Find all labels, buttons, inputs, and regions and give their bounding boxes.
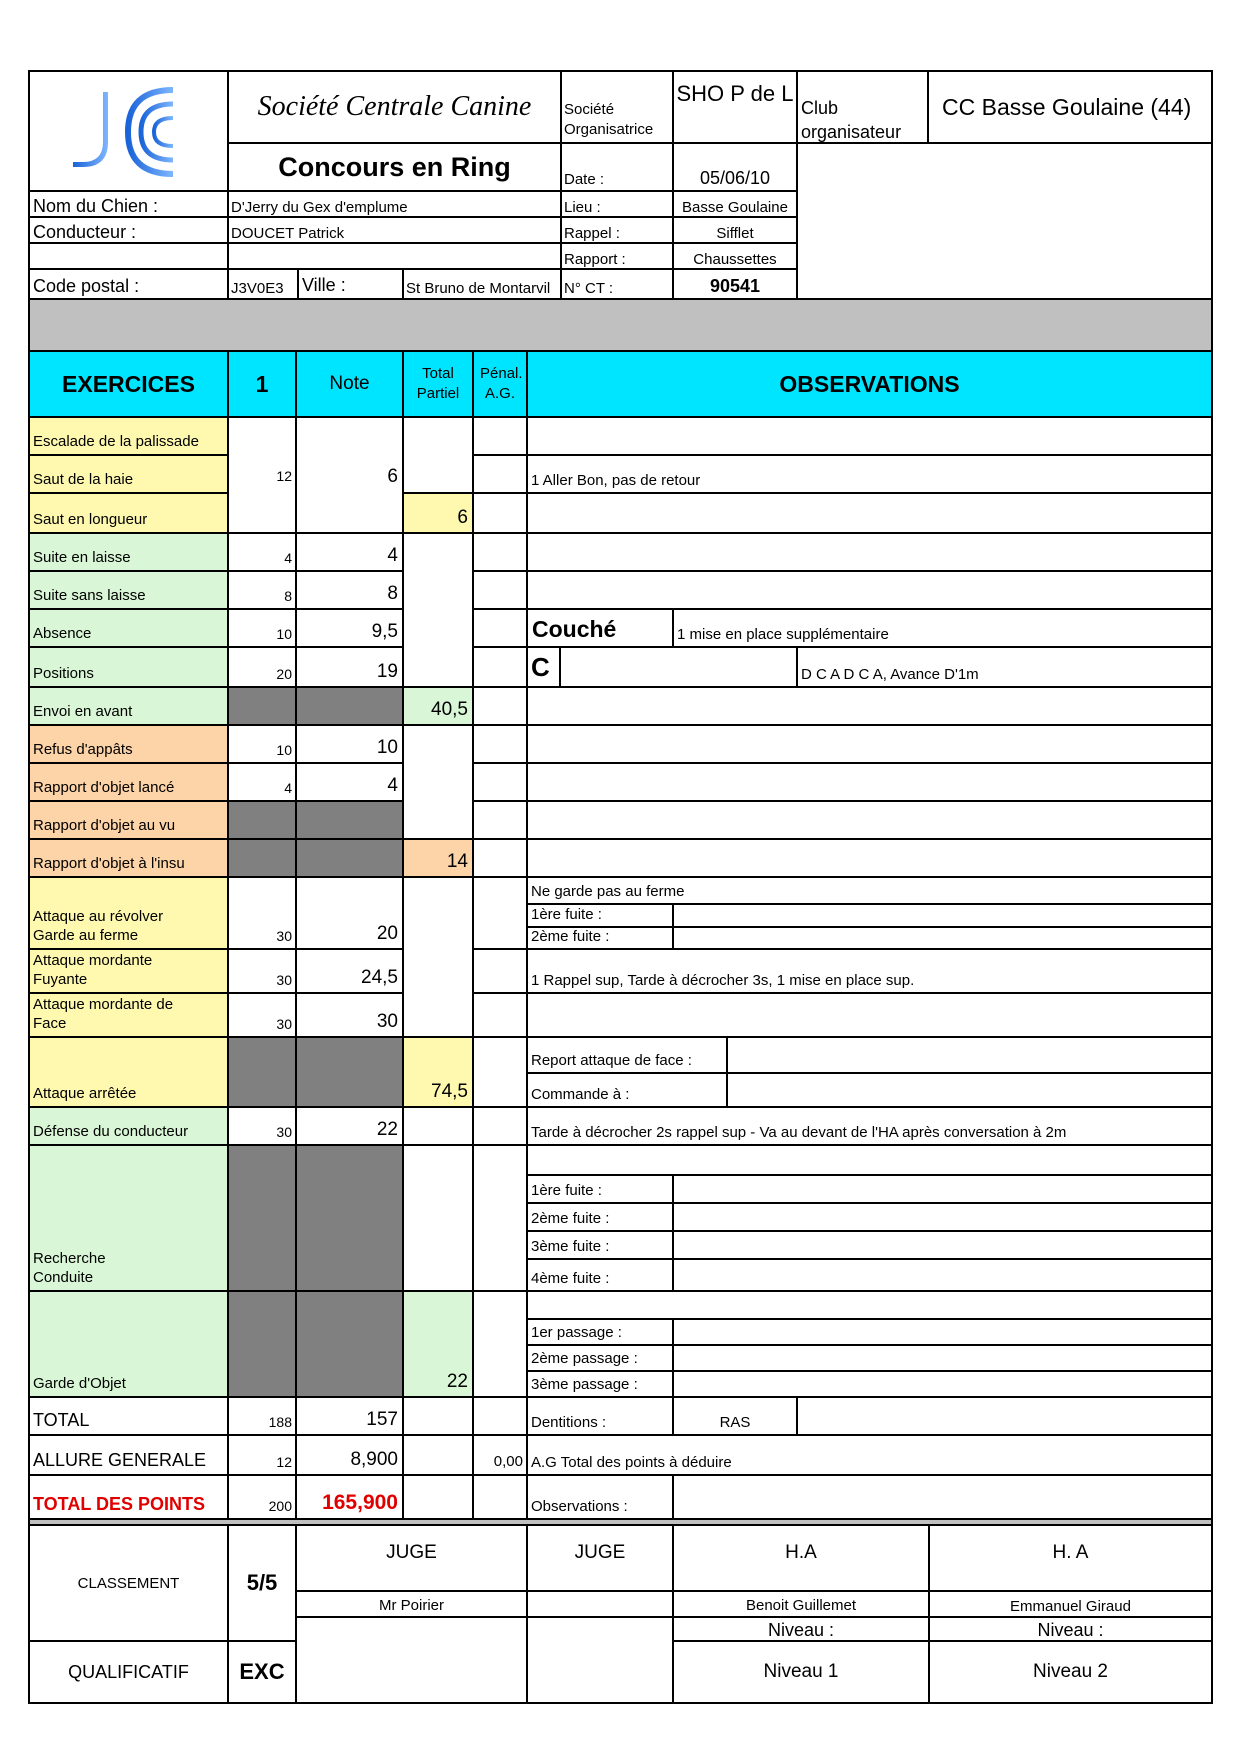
gray-cell xyxy=(295,838,404,878)
note-revolver: 20 xyxy=(295,876,404,950)
separator-band xyxy=(28,298,1213,352)
max-suite-laisse: 4 xyxy=(227,532,297,572)
pen-cell xyxy=(472,800,528,840)
gray-cell xyxy=(227,686,297,726)
points-label: TOTAL DES POINTS xyxy=(28,1474,229,1520)
ex-envoi: Envoi en avant xyxy=(28,686,229,726)
ex-suite-laisse: Suite en laisse xyxy=(28,532,229,572)
max-face: 30 xyxy=(227,992,297,1038)
classement-value: 5/5 xyxy=(227,1524,297,1642)
max-refus: 10 xyxy=(227,724,297,764)
logo-cell xyxy=(28,70,229,192)
obs-cell xyxy=(726,1072,1213,1108)
obs-cell xyxy=(526,1144,1213,1176)
note-sauts: 6 xyxy=(295,416,404,534)
obs-defense: Tarde à décrocher 2s rappel sup - Va au devant de l'HA après conversation à 2m xyxy=(526,1106,1213,1146)
pen-cell xyxy=(472,492,528,534)
pen-cell xyxy=(472,1396,528,1436)
club-value: CC Basse Goulaine (44) xyxy=(927,70,1213,144)
pen-cell xyxy=(472,948,528,994)
qualificatif-label: QUALIFICATIF xyxy=(28,1640,229,1704)
obs-cell xyxy=(526,492,1213,534)
note-suite-sans: 8 xyxy=(295,570,404,610)
obs-garde-ferme: Ne garde pas au ferme xyxy=(526,876,1213,905)
obs-cell xyxy=(672,1174,1213,1204)
gray-cell xyxy=(227,1290,297,1398)
gray-cell xyxy=(227,1036,297,1108)
partial-blank xyxy=(402,1474,474,1520)
pen-cell xyxy=(472,416,528,456)
blank-row xyxy=(28,242,229,270)
points-max: 200 xyxy=(227,1474,297,1520)
partial-blank xyxy=(402,724,474,840)
handler-value: DOUCET Patrick xyxy=(227,216,562,244)
dog-name-label: Nom du Chien : xyxy=(28,190,229,218)
obs-cell xyxy=(796,1396,1213,1436)
place-label: Lieu : xyxy=(560,190,674,218)
note-refus: 10 xyxy=(295,724,404,764)
classement-label: CLASSEMENT xyxy=(28,1524,229,1642)
sauts-total: 6 xyxy=(402,492,474,534)
obedience-total: 40,5 xyxy=(402,686,474,726)
gray-cell xyxy=(227,838,297,878)
ex-escalade: Escalade de la palissade xyxy=(28,416,229,456)
partial-blank xyxy=(402,1144,474,1292)
pen-cell xyxy=(472,532,528,572)
juge2-label: JUGE xyxy=(526,1524,674,1592)
date-value: 05/06/10 xyxy=(672,142,798,192)
col-note: Note xyxy=(295,350,404,418)
pen-cell xyxy=(472,992,528,1038)
pen-cell xyxy=(472,454,528,494)
pen-cell xyxy=(472,762,528,802)
ex-positions: Positions xyxy=(28,646,229,688)
deduct-value: 0,00 xyxy=(472,1434,528,1476)
gray-cell xyxy=(295,686,404,726)
juge1-label: JUGE xyxy=(295,1524,528,1592)
postal-value: J3V0E3 xyxy=(227,268,299,300)
note-suite-laisse: 4 xyxy=(295,532,404,572)
observations-label: Observations : xyxy=(526,1474,674,1520)
recall-label: Rappel : xyxy=(560,216,674,244)
obs-cell xyxy=(672,1370,1213,1398)
obs-fuite1: 1ère fuite : xyxy=(526,1174,674,1204)
gray-cell xyxy=(227,800,297,840)
pen-cell xyxy=(472,876,528,950)
pen-cell xyxy=(472,1474,528,1520)
obs-cell xyxy=(672,926,1213,950)
allure-max: 12 xyxy=(227,1434,297,1476)
total-note: 157 xyxy=(295,1396,404,1436)
obs-revolver-fuite2: 2ème fuite : xyxy=(526,926,674,950)
note-rapport-lance: 4 xyxy=(295,762,404,802)
pen-cell xyxy=(472,570,528,610)
pen-cell xyxy=(472,1144,528,1292)
obs-cell xyxy=(672,1344,1213,1372)
date-label: Date : xyxy=(560,142,674,192)
gray-cell xyxy=(295,1144,404,1292)
obs-fuite4: 4ème fuite : xyxy=(526,1258,674,1292)
header-blank xyxy=(796,142,1213,300)
obs-cell xyxy=(526,992,1213,1038)
obs-cell xyxy=(726,1036,1213,1074)
ha2-level-label: Niveau : xyxy=(928,1616,1213,1642)
pen-cell xyxy=(472,1036,528,1108)
obs-passage1: 1er passage : xyxy=(526,1318,674,1346)
attack-total: 74,5 xyxy=(402,1036,474,1108)
note-fuyante: 24,5 xyxy=(295,948,404,994)
obs-passage3: 3ème passage : xyxy=(526,1370,674,1398)
partial-blank xyxy=(402,416,474,494)
ex-defense: Défense du conducteur xyxy=(28,1106,229,1146)
recall-value: Sifflet xyxy=(672,216,798,244)
retrieve-value: Chaussettes xyxy=(672,242,798,270)
gray-cell xyxy=(295,1036,404,1108)
max-sauts: 12 xyxy=(227,416,297,534)
obs-cell xyxy=(526,838,1213,878)
obs-saut-haie: 1 Aller Bon, pas de retour xyxy=(526,454,1213,494)
max-fuyante: 30 xyxy=(227,948,297,994)
ha1-level-label: Niveau : xyxy=(672,1616,930,1642)
gray-cell xyxy=(295,800,404,840)
points-note: 165,900 xyxy=(295,1474,404,1520)
max-suite-sans: 8 xyxy=(227,570,297,610)
obs-passage2: 2ème passage : xyxy=(526,1344,674,1372)
ex-arretee: Attaque arrêtée xyxy=(28,1036,229,1108)
ex-absence: Absence xyxy=(28,608,229,648)
ex-saut-haie: Saut de la haie xyxy=(28,454,229,494)
ex-face: Attaque mordante de Face xyxy=(28,992,229,1038)
gray-cell xyxy=(295,1290,404,1398)
obs-cell xyxy=(672,903,1213,928)
city-label: Ville : xyxy=(297,268,404,300)
pen-cell xyxy=(472,646,528,688)
pen-cell xyxy=(472,1106,528,1146)
retrieve-label: Rapport : xyxy=(560,242,674,270)
ct-value: 90541 xyxy=(672,268,798,300)
obs-cell xyxy=(672,1318,1213,1346)
gray-cell xyxy=(227,1144,297,1292)
max-revolver: 30 xyxy=(227,876,297,950)
juge1-name: Mr Poirier xyxy=(295,1590,528,1618)
obs-commande: Commande à : xyxy=(526,1072,728,1108)
max-defense: 30 xyxy=(227,1106,297,1146)
pen-cell xyxy=(472,838,528,878)
total-max: 188 xyxy=(227,1396,297,1436)
pen-cell xyxy=(472,608,528,648)
dentitions-value: RAS xyxy=(672,1396,798,1436)
obs-absence: 1 mise en place supplémentaire xyxy=(672,608,1213,648)
event-title: Concours en Ring xyxy=(227,142,562,192)
note-absence: 9,5 xyxy=(295,608,404,648)
ex-rapport-lance: Rapport d'objet lancé xyxy=(28,762,229,802)
note-positions: 19 xyxy=(295,646,404,688)
obs-cell xyxy=(672,1258,1213,1292)
obs-cell xyxy=(672,1230,1213,1260)
col-observations: OBSERVATIONS xyxy=(526,350,1213,418)
ex-garde-objet: Garde d'Objet xyxy=(28,1290,229,1398)
col-penalty: Pénal. A.G. xyxy=(472,350,528,418)
obs-cell xyxy=(526,532,1213,572)
ha2-label: H. A xyxy=(928,1524,1213,1592)
place-value: Basse Goulaine xyxy=(672,190,798,218)
ex-saut-longueur: Saut en longueur xyxy=(28,492,229,534)
org-name: Société Centrale Canine xyxy=(227,70,562,144)
obs-cell xyxy=(526,724,1213,764)
obs-cell xyxy=(526,686,1213,726)
ex-suite-sans: Suite sans laisse xyxy=(28,570,229,610)
partial-blank xyxy=(402,1106,474,1146)
ex-refus: Refus d'appâts xyxy=(28,724,229,764)
total-label: TOTAL xyxy=(28,1396,229,1436)
postal-label: Code postal : xyxy=(28,268,229,300)
ha2-level: Niveau 2 xyxy=(928,1640,1213,1704)
org-label: Société Organisatrice xyxy=(560,70,674,144)
obs-cell xyxy=(526,800,1213,840)
obs-fuyante: 1 Rappel sup, Tarde à décrocher 3s, 1 mise en place sup. xyxy=(526,948,1213,994)
allure-label: ALLURE GENERALE xyxy=(28,1434,229,1476)
absence-position: Couché xyxy=(526,608,674,648)
obs-cell xyxy=(559,646,798,688)
deduct-label: A.G Total des points à déduire xyxy=(526,1434,1213,1476)
handler-label: Conducteur : xyxy=(28,216,229,244)
blank-row xyxy=(227,242,562,270)
obs-cell xyxy=(526,762,1213,802)
max-positions: 20 xyxy=(227,646,297,688)
ct-label: N° CT : xyxy=(560,268,674,300)
qualificatif-value: EXC xyxy=(227,1640,297,1704)
juge2-name xyxy=(526,1590,674,1618)
dentitions-label: Dentitions : xyxy=(526,1396,674,1436)
col-partial: Total Partiel xyxy=(402,350,474,418)
obs-fuite3: 3ème fuite : xyxy=(526,1230,674,1260)
pen-cell xyxy=(472,686,528,726)
ha1-label: H.A xyxy=(672,1524,930,1592)
ex-rapport-insu: Rapport d'objet à l'insu xyxy=(28,838,229,878)
obs-revolver-fuite1: 1ère fuite : xyxy=(526,903,674,928)
allure-note: 8,900 xyxy=(295,1434,404,1476)
ha1-level: Niveau 1 xyxy=(672,1640,930,1704)
ha2-name: Emmanuel Giraud xyxy=(928,1590,1213,1618)
note-face: 30 xyxy=(295,992,404,1038)
partial-blank xyxy=(402,1396,474,1436)
org-value: SHO P de L xyxy=(672,70,798,144)
city-value: St Bruno de Montarvil xyxy=(402,268,562,300)
juge2-sign xyxy=(526,1616,674,1704)
positions-letter: C xyxy=(526,646,561,688)
ex-rapport-vu: Rapport d'objet au vu xyxy=(28,800,229,840)
obs-report-face: Report attaque de face : xyxy=(526,1036,728,1074)
col-level: 1 xyxy=(227,350,297,418)
garde-total: 22 xyxy=(402,1290,474,1398)
club-label: Club organisateur xyxy=(796,70,929,144)
pen-cell xyxy=(472,724,528,764)
max-absence: 10 xyxy=(227,608,297,648)
juge1-sign xyxy=(295,1616,528,1704)
partial-blank xyxy=(402,876,474,1038)
obs-cell xyxy=(526,1290,1213,1320)
scc-logo-icon xyxy=(68,82,188,182)
col-exercises: EXERCICES xyxy=(28,350,229,418)
ha1-name: Benoit Guillemet xyxy=(672,1590,930,1618)
obs-cell xyxy=(672,1474,1213,1520)
obs-positions: D C A D C A, Avance D'1m xyxy=(796,646,1213,688)
ex-fuyante: Attaque mordante Fuyante xyxy=(28,948,229,994)
rapport-total: 14 xyxy=(402,838,474,878)
pen-cell xyxy=(472,1290,528,1398)
obs-cell xyxy=(526,570,1213,610)
max-rapport-lance: 4 xyxy=(227,762,297,802)
obs-cell xyxy=(526,416,1213,456)
ex-revolver: Attaque au révolver Garde au ferme xyxy=(28,876,229,950)
ex-recherche: Recherche Conduite xyxy=(28,1144,229,1292)
note-defense: 22 xyxy=(295,1106,404,1146)
obs-fuite2: 2ème fuite : xyxy=(526,1202,674,1232)
dog-name-value: D'Jerry du Gex d'emplume xyxy=(227,190,562,218)
obs-cell xyxy=(672,1202,1213,1232)
partial-blank xyxy=(402,1434,474,1476)
partial-blank xyxy=(402,532,474,688)
